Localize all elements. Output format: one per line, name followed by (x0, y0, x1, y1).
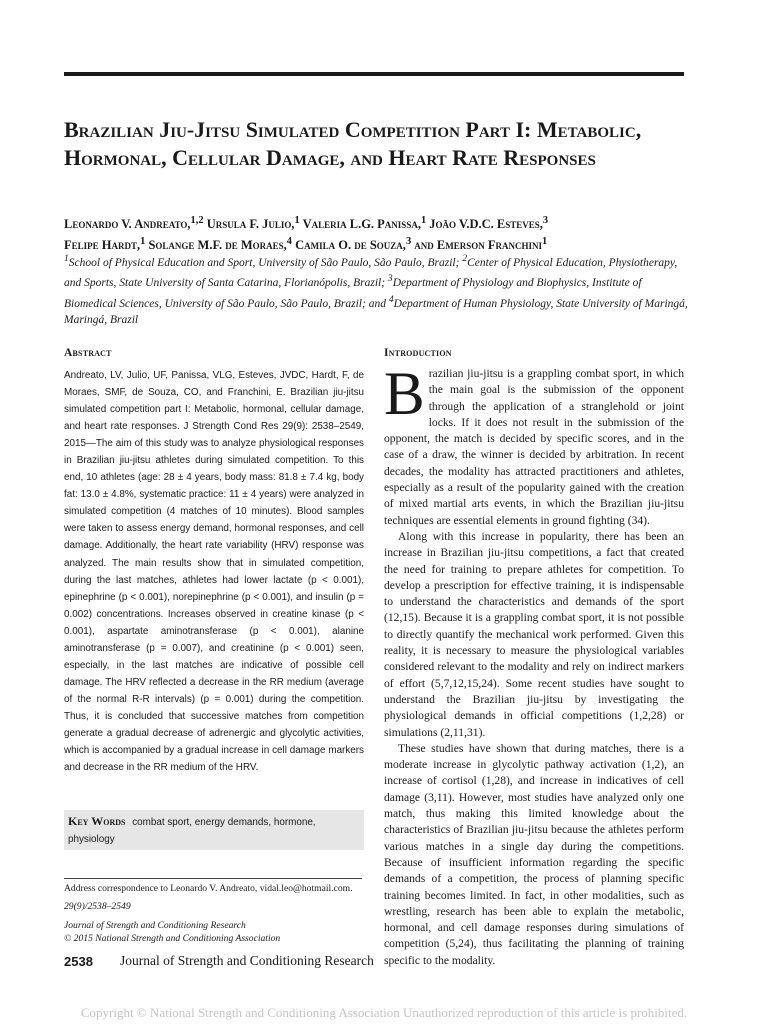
volume-note: 29(9)/2538–2549 (64, 901, 131, 912)
journal-note: Journal of Strength and Conditioning Research (64, 920, 246, 931)
author: Solange M.F. de Moraes,$^4$ (148, 236, 292, 253)
footnote-rule (64, 878, 362, 879)
author: Felipe Hardt,$^1$ (64, 236, 146, 253)
author: and Emerson Franchini$^1$ (414, 236, 548, 253)
author: Leonardo V. Andreato,$^{1,2}$ (64, 215, 204, 232)
affiliations: $^1$School of Physical Education and Sport, University of São Paulo, São Paulo, Brazil; $^2$Center of Physical Education, Physiotherapy, and Sports, State University of Santa Catarina, Florianópolis, Brazil; $^3$Department of Physiology and Biophysics, Institute of Biomedical Sciences, University of São Paulo, São Paulo, Brazil; and $^4$Department of Human Physiology, State University of Maringá, Maringá, Brazil (64, 253, 688, 326)
correspondence-note: Address correspondence to Leonardo V. Andreato, vidal.leo@hotmail.com. (64, 883, 353, 894)
introduction-body (384, 361, 684, 969)
top-rule (64, 72, 684, 76)
keywords-text: combat sport, energy demands, hormone, physiology (68, 817, 316, 845)
intro-paragraph: These studies have shown that during matches, there is a moderate increase in glycolytic pathway activation (1,2), an increase of cortisol (1,28), and increase in indicatives of cell damage (3,11). However, most studies have analyzed only one match, thus making this limited knowledge about the characteristics of Brazilian jiu-jitsu because the athletes perform various matches in a single day during the competitions. Because of insufficient information regarding the specific demands of a competition, the process of planning specific training becomes limited. In fact, in other modalities, such as wrestling, research has been able to explain the metabolic, hormonal, and cell damage responses during simulations of competition (5,24), thus facilitating the planning of training specific to the modality. (384, 741, 684, 967)
copyright-note: © 2015 National Strength and Conditioning Association (64, 933, 281, 944)
keywords-box (64, 810, 364, 850)
author: Ursula F. Julio,$^1$ (206, 215, 300, 232)
keywords-label: Key Words (68, 814, 126, 828)
page-number: 2538 (64, 954, 93, 969)
author: Valeria L.G. Panissa,$^1$ (302, 215, 427, 232)
copyright-watermark: Copyright © National Strength and Conditioning Association Unauthorized reproduction of this article is prohibited. (80, 1005, 688, 1020)
abstract-text: Andreato, LV, Julio, UF, Panissa, VLG, Esteves, JVDC, Hardt, F, de Moraes, SMF, de Souza, CO, and Franchini, E. Brazilian jiu-jitsu simulated competition part I: Metabolic, hormonal, cellular damage, and heart rate responses. J Strength Cond Res 29(9): 2538–2549, 2015—The aim of this study was to analyze physiological responses in Brazilian jiu-jitsu athletes during simulated competition. To this end, 10 athletes (age: 28 ± 4 years, body mass: 81.8 ± 7.4 kg, body fat: 13.0 ± 4.8%, systematic practice: 11 ± 4 years) were analyzed in simulated competition (4 matches of 10 minutes). Blood samples were taken to assess energy demand, hormonal responses, and cell damage. Additionally, the heart rate variability (HRV) response was analyzed. The main results show that in simulated competition, during the last matches, athletes had lower lactate (p < 0.001), epinephrine (p < 0.001), norepinephrine (p < 0.001), and insulin (p = 0.002) concentrations. Increases observed in creatine kinase (p < 0.001), aspartate aminotransferase (p < 0.001), alanine aminotransferase (p = 0.007), and creatinine (p < 0.001) seen, especially, in the last matches are indicative of possible cell damage. The HRV reflected a decrease in the RR medium (average of the normal R-R intervals) (p = 0.001) during the competition. Thus, it is concluded that successive matches from competition generate a gradual decrease of adrenergic and glycolytic activities, which is accompanied by a gradual increase in cell damage markers and decrease in the RR medium of the HRV. (64, 370, 364, 774)
author: Camila O. de Souza,$^3$ (295, 236, 412, 253)
intro-paragraph: Brazilian jiu-jitsu is a grappling combat sport, in which the main goal is the submission of the opponent through the application of a stranglehold or joint locks. If it does not result in the submission of the opponent, the match is decided by specific scores, and in the case of a draw, the winner is decided by arbitration. In recent decades, the modality has attracted practitioners and athletes, especially as a result of the popularity gained with the creation of mixed martial arts events, in which the Brazilian jiu-jitsu techniques are essential elements in ground fighting (34). (384, 361, 684, 527)
author: João V.D.C. Esteves,$^3$ (429, 215, 549, 232)
intro-paragraph: Along with this increase in popularity, there has been an increase in Brazilian jiu-jitsu competitions, a fact that created the need for training to prepare athletes for competition. To develop a prescription for effective training, it is indispensable to understand the characteristics and demands of the sport (12,15). Because it is a grappling combat sport, it is not possible to directly quantify the mechanical work performed. Given this reality, it is necessary to measure the physiological variables considered relevant to the modality and rely on indirect markers of effort (5,7,12,15,24). Some recent studies have sought to understand the Brazilian jiu-jitsu by investigating the physiological demands in official competitions (1,2,28) or simulations (2,11,31). (384, 529, 684, 739)
author-list (64, 212, 704, 254)
drop-cap: B (384, 361, 425, 428)
abstract-heading: Abstract (64, 347, 112, 359)
introduction-heading: Introduction (384, 347, 452, 359)
article-title: Brazilian Jiu-Jitsu Simulated Competition Part I: Metabolic, Hormonal, Cellular Damage, and Heart Rate Responses (64, 117, 642, 170)
journal-footer: Journal of Strength and Conditioning Research (120, 953, 374, 968)
